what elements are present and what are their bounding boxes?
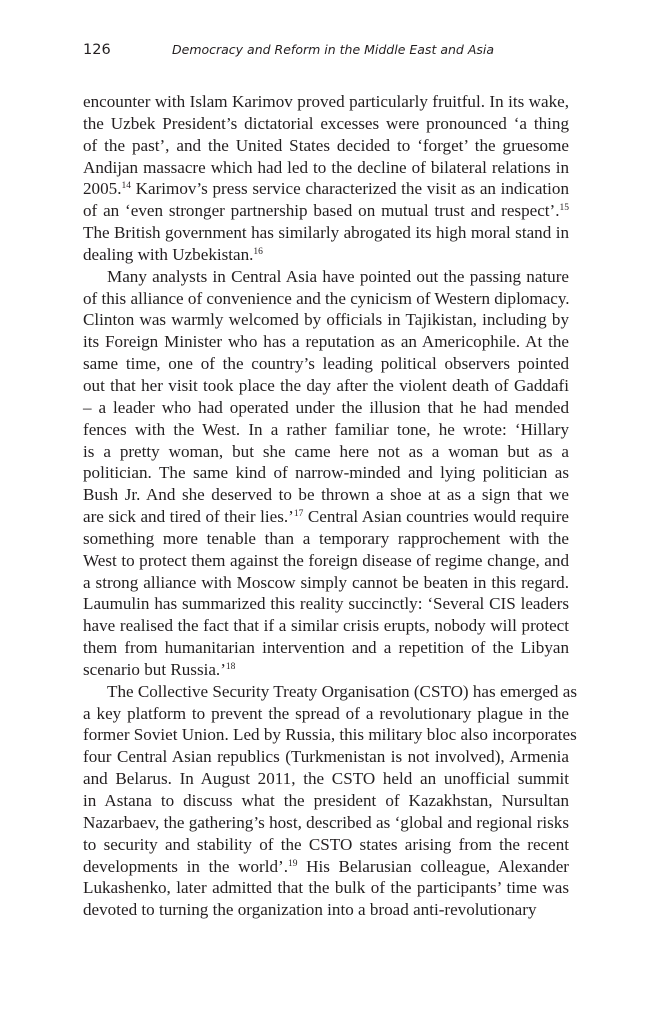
text-line xyxy=(83,113,569,135)
line-text: Lukashenko, later admitted that the bulk of the participants’ time was xyxy=(83,878,569,898)
text-line xyxy=(83,659,569,681)
line-text-continued: Central Asian countries would require xyxy=(303,507,569,527)
line-text: scenario but Russia.’ xyxy=(83,659,226,679)
text-line xyxy=(83,790,569,812)
text-line xyxy=(83,528,569,550)
text-line xyxy=(83,724,577,746)
line-text: developments in the world’. xyxy=(83,856,288,876)
footnote-marker[interactable]: 19 xyxy=(287,858,298,869)
text-line xyxy=(83,899,569,921)
line-text: are sick and tired of their lies.’ xyxy=(83,507,294,527)
line-text: encounter with Islam Karimov proved particularly fruitful. In its wake, xyxy=(83,92,569,111)
text-line xyxy=(83,157,569,179)
line-text: The Collective Security Treaty Organisation (CSTO) has emerged as xyxy=(107,681,577,701)
line-text: of an ‘even stronger partnership based on mutual trust and respect’. xyxy=(83,201,560,221)
text-line xyxy=(83,550,569,572)
footnote-marker[interactable]: 14 xyxy=(121,181,131,192)
text-line xyxy=(83,200,569,222)
line-text: Laumulin has summarized this reality succinctly: ‘Several CIS leaders xyxy=(83,594,569,614)
line-text: something more tenable than a temporary rapprochement with the xyxy=(83,528,569,548)
text-line xyxy=(83,746,569,768)
text-line xyxy=(83,856,569,878)
line-text: dealing with Uzbekistan. xyxy=(83,244,254,264)
text-line xyxy=(83,353,569,375)
line-text: politician. The same kind of narrow-minded and lying politician as xyxy=(83,463,569,483)
running-head xyxy=(83,40,573,60)
line-text: Many analysts in Central Asia have pointed out the passing nature xyxy=(107,266,569,286)
line-text: is a pretty woman, but she came here not as a woman but as a xyxy=(83,441,569,461)
text-line xyxy=(83,266,569,288)
line-text: out that her visit took place the day after the violent death of Gaddafi xyxy=(83,375,569,395)
running-title: Democracy and Reform in the Middle East and Asia xyxy=(172,42,495,57)
text-line xyxy=(83,703,569,725)
line-text: of this alliance of convenience and the cynicism of Western diplomacy. xyxy=(83,288,570,308)
line-text: – a leader who had operated under the illusion that he had mended xyxy=(83,397,569,417)
text-line xyxy=(83,615,569,637)
line-text: former Soviet Union. Led by Russia, this military bloc also incorporates xyxy=(83,725,577,745)
text-line xyxy=(83,834,569,856)
line-text: Nazarbaev, the gathering’s host, described as ‘global and regional risks xyxy=(83,812,569,832)
body-text xyxy=(83,91,577,921)
text-line xyxy=(83,812,569,834)
line-text: West to protect them against the foreign disease of regime change, and xyxy=(83,550,569,570)
line-text: devoted to turning the organization into a broad anti-revolutionary xyxy=(83,900,537,920)
text-line xyxy=(83,637,569,659)
text-line xyxy=(83,441,569,463)
text-line xyxy=(83,178,569,200)
line-text: four Central Asian republics (Turkmenistan is not involved), Armenia xyxy=(83,747,569,767)
text-line xyxy=(83,877,569,899)
line-text: Bush Jr. And she deserved to be thrown a shoe at as a sign that we xyxy=(83,485,569,505)
line-text: same time, one of the country’s leading political observers pointed xyxy=(83,354,569,374)
line-text: in Astana to discuss what the president of Kazakhstan, Nursultan xyxy=(83,791,569,810)
paragraph xyxy=(83,91,569,266)
text-line xyxy=(83,768,569,790)
page-number: 126 xyxy=(83,42,111,58)
line-text: to security and stability of the CSTO states arising from the recent xyxy=(83,834,569,854)
text-line xyxy=(83,593,569,615)
text-line xyxy=(83,222,569,244)
text-line xyxy=(83,375,569,397)
paragraph xyxy=(83,681,577,921)
text-line xyxy=(83,419,569,441)
line-text: them from humanitarian intervention and a repetition of the Libyan xyxy=(83,638,569,658)
line-text-continued: Karimov’s press service characterized the visit as an indication xyxy=(130,179,569,199)
text-line xyxy=(83,91,569,113)
text-line xyxy=(83,681,577,703)
line-text: have realised the fact that if a similar crisis erupts, nobody will protect xyxy=(83,616,569,636)
text-line xyxy=(83,331,569,353)
line-text-continued: His Belarusian colleague, Alexander xyxy=(297,856,569,876)
text-line xyxy=(83,135,569,157)
line-text: The British government has similarly abrogated its high moral stand in xyxy=(83,223,569,243)
line-text: Clinton was warmly welcomed by officials in Tajikistan, including by xyxy=(83,310,569,330)
paragraph xyxy=(83,266,569,681)
line-text: the Uzbek President’s dictatorial excesses were pronounced ‘a thing xyxy=(83,113,569,133)
line-text: its Foreign Minister who has a reputation as an Americophile. At the xyxy=(83,332,569,352)
footnote-marker[interactable]: 15 xyxy=(559,203,569,214)
text-line xyxy=(83,309,569,331)
text-line xyxy=(83,397,569,419)
line-text: Andijan massacre which had led to the decline of bilateral relations in xyxy=(83,157,569,177)
footnote-marker[interactable]: 16 xyxy=(253,246,263,257)
line-text: fences with the West. In a rather familiar tone, he wrote: ‘Hillary xyxy=(83,419,569,439)
line-text: of the past’, and the United States decided to ‘forget’ the gruesome xyxy=(83,135,569,155)
text-line xyxy=(83,506,569,528)
text-line xyxy=(83,288,569,310)
text-line xyxy=(83,572,569,594)
text-line xyxy=(83,484,569,506)
line-text: 2005. xyxy=(83,179,122,199)
line-text: and Belarus. In August 2011, the CSTO held an unofficial summit xyxy=(83,769,569,789)
footnote-marker[interactable]: 18 xyxy=(225,661,236,672)
text-line xyxy=(83,462,569,484)
text-line xyxy=(83,244,569,266)
line-text: a key platform to prevent the spread of a revolutionary plague in the xyxy=(83,703,569,723)
line-text: a strong alliance with Moscow simply cannot be beaten in this regard. xyxy=(83,572,569,592)
footnote-marker[interactable]: 17 xyxy=(293,509,304,520)
